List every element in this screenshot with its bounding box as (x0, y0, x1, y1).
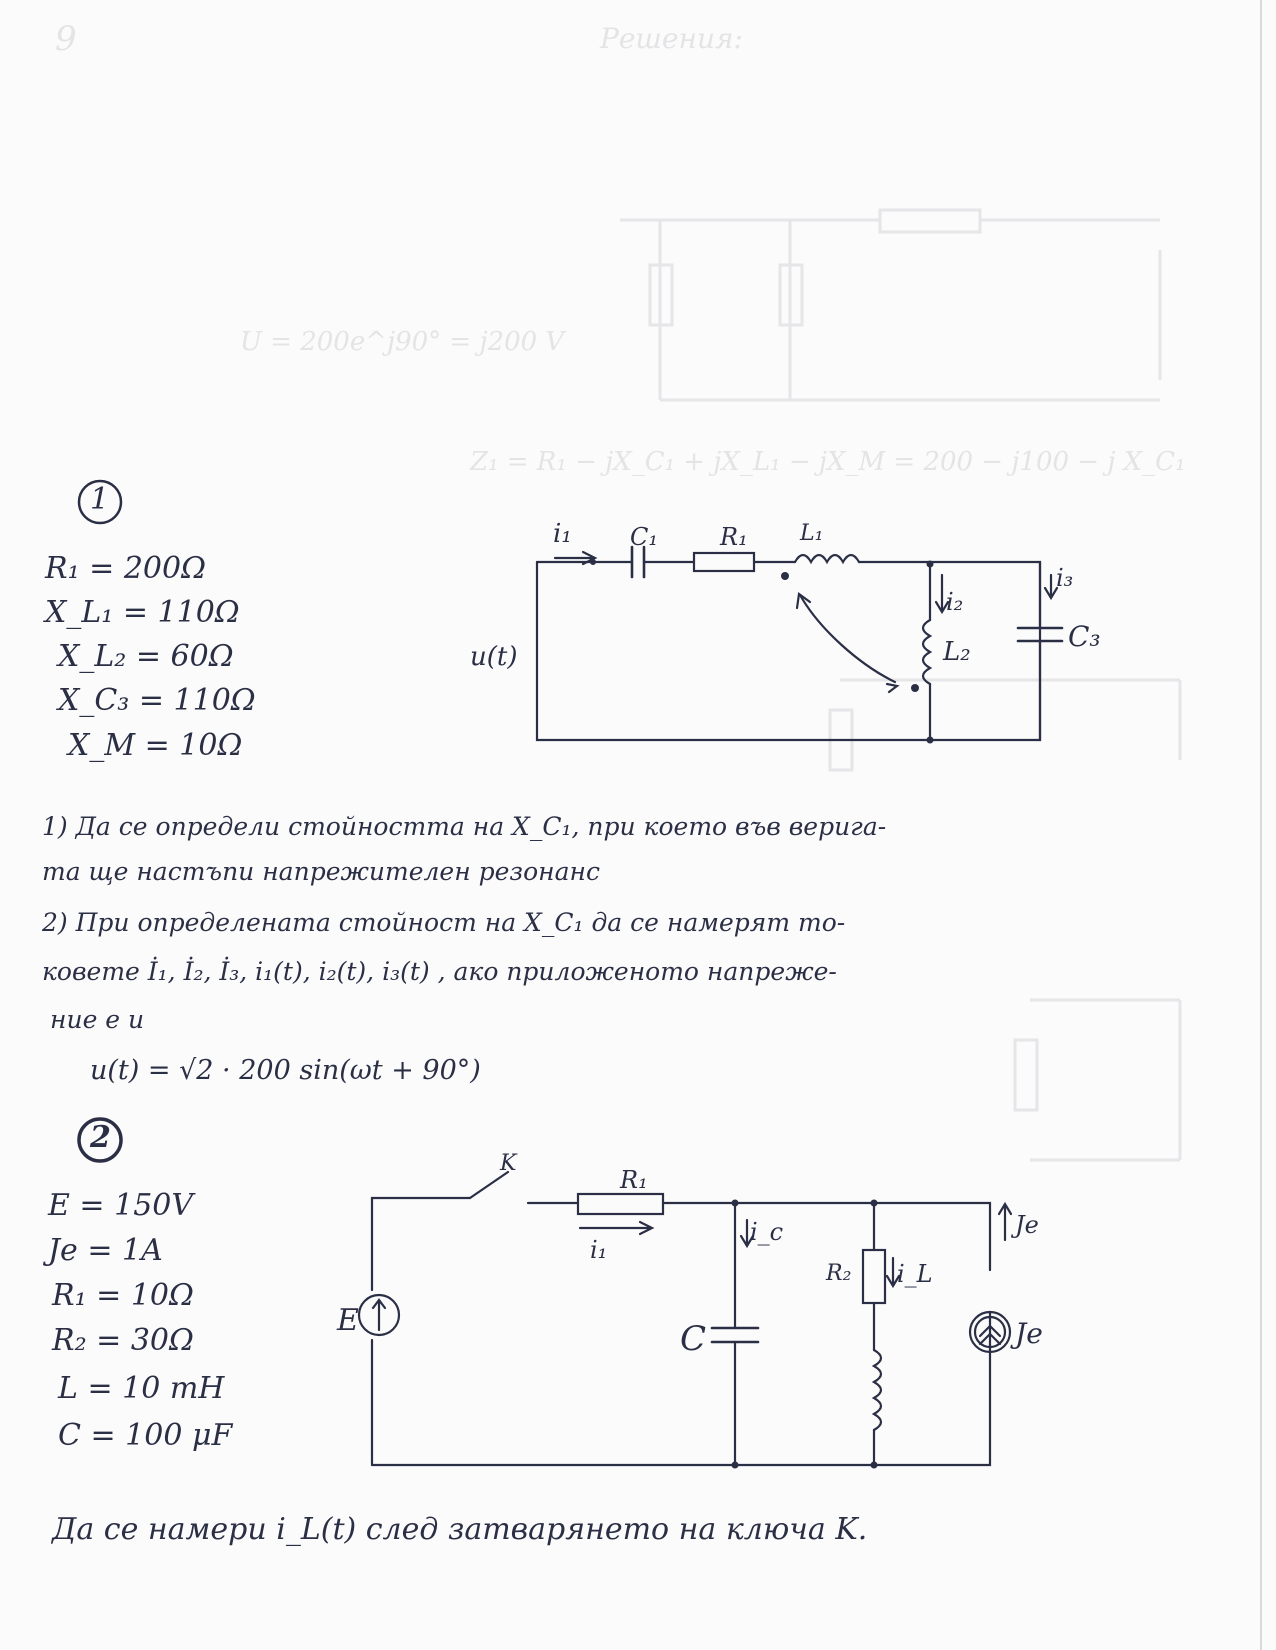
param-r1: R₁ = 200Ω (45, 551, 206, 586)
task2-line2: ковете İ₁, İ₂, İ₃, i₁(t), i₂(t), i₃(t) , ако приложеното напреже- (42, 957, 837, 986)
problem1-number: 1 (90, 482, 110, 517)
param-xl1: X_L₁ = 110Ω (45, 595, 240, 630)
param-r1-2: R₁ = 10Ω (52, 1278, 194, 1313)
label-l2: L₂ (943, 637, 971, 667)
param-xc3: X_C₃ = 110Ω (58, 683, 256, 718)
voltage-equation: u(t) = √2 · 200 sin(ωt + 90°) (90, 1055, 481, 1086)
label-c3: C₃ (1068, 620, 1101, 653)
task1-line1: 1) Да се определи стойността на X_C₁, при което във верига- (42, 812, 887, 841)
label-ic: i_c (750, 1218, 784, 1246)
ghost-title: Решения: (600, 22, 743, 55)
param-r2: R₂ = 30Ω (52, 1323, 194, 1358)
param-xm: X_M = 10Ω (68, 728, 243, 763)
param-c: C = 100 μF (58, 1418, 233, 1453)
label-i1: i₁ (553, 519, 572, 549)
label-ut: u(t) (470, 642, 518, 672)
param-l: L = 10 mH (58, 1371, 225, 1406)
label-r1: R₁ (720, 523, 748, 551)
param-je: Je = 1A (48, 1233, 163, 1268)
problem2-task: Да се намери i_L(t) след затварянето на ключа K. (52, 1512, 868, 1547)
label-je-arrow: Je (1015, 1211, 1039, 1239)
label-je-source: Je (1015, 1317, 1043, 1350)
ghost-line-2: Z₁ = R₁ − jX_C₁ + jX_L₁ − jX_M = 200 − j100 − j X_C₁ (470, 447, 1186, 477)
label-k-switch: K (500, 1151, 517, 1176)
task2-line3: ние е u (50, 1005, 145, 1034)
param-xl2: X_L₂ = 60Ω (58, 639, 234, 674)
label-r2: R₂ (826, 1261, 852, 1286)
task1-line2: та ще настъпи напрежителен резонанс (42, 857, 600, 886)
label-c-2: C (680, 1319, 707, 1359)
label-c1: C₁ (630, 523, 658, 551)
label-i2: i₂ (946, 588, 964, 616)
ghost-line-1: U = 200e^j90° = j200 V (240, 327, 565, 357)
label-il: i_L (897, 1260, 933, 1288)
ghost-page-number: 9 (55, 19, 77, 59)
label-l1: L₁ (800, 521, 824, 546)
label-i3: i₃ (1056, 564, 1074, 592)
task2-line1: 2) При определената стойност на X_C₁ да се намерят то- (42, 908, 846, 937)
label-e: E (337, 1303, 359, 1338)
problem2-number: 2 (90, 1120, 111, 1155)
label-r1-2: R₁ (620, 1166, 648, 1194)
param-e: E = 150V (48, 1188, 194, 1223)
label-i1-2: i₁ (590, 1236, 608, 1264)
